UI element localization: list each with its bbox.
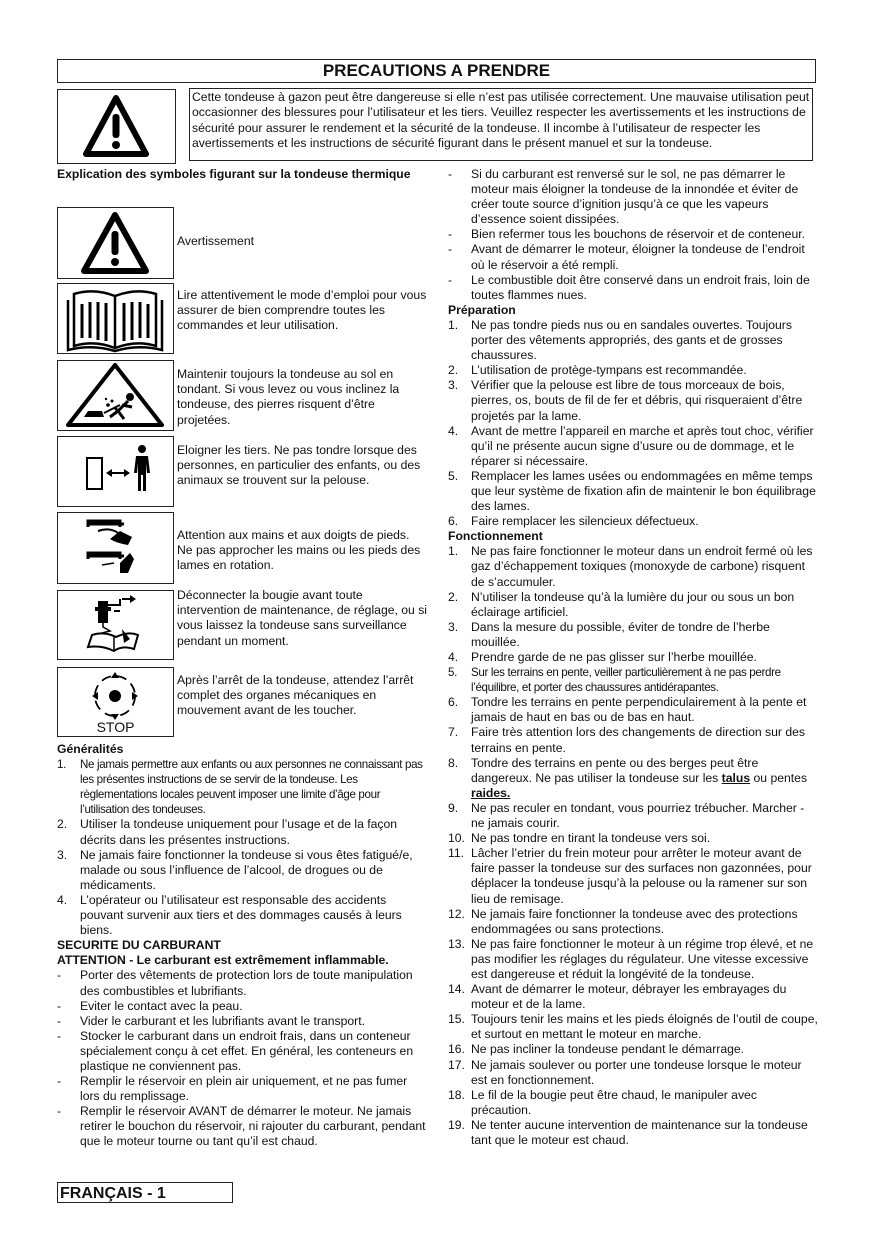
left-lower-section bbox=[57, 742, 427, 1150]
list-item: - Le combustible doit être conservé dans un endroit frais, loin de toutes flammes nues. bbox=[448, 272, 810, 302]
list-item: 6. Tondre les terrains en pente perpendiculairement à la pente et jamais de haut en bas ou de bas en haut. bbox=[448, 695, 807, 725]
list-item: 3. Vérifier que la pelouse est libre de tous morceaux de bois, pierres, os, bouts de fil de fer et débris, qui risqueraient d’être projetés par la lame. bbox=[448, 378, 803, 423]
list-item: 18. Le fil de la bougie peut être chaud, le manipuler avec précaution. bbox=[448, 1087, 757, 1117]
list-item: 5. Remplacer les lames usées ou endommagées en même temps que leur système de fixation afin de maintenir le bon équilibrage des lames. bbox=[448, 468, 816, 514]
symbol-text: Déconnecter la bougie avant toute intervention de maintenance, de réglage, ou si vous laissez la tondeuse sans surveillance pendant un moment. bbox=[177, 588, 428, 648]
symbols-heading: Explication des symboles figurant sur la tondeuse thermique bbox=[57, 167, 411, 181]
list-item: 3. Dans la mesure du possible, éviter de tondre de l’herbe mouillée. bbox=[448, 619, 770, 649]
list-item: 19. Ne tenter aucune intervention de maintenance sur la tondeuse tant que le moteur est chaud. bbox=[448, 1117, 808, 1147]
list-item: 1. Ne pas faire fonctionner le moteur dans un endroit fermé où les gaz d’échappement toxiques (monoxyde de carbone) risquent de s’accumuler. bbox=[448, 544, 813, 589]
talus-word: talus bbox=[721, 770, 751, 785]
list-item: 11. Lâcher l’etrier du frein moteur pour arrêter le moteur avant de faire passer la tondeuse sur des surfaces non gazonnées, pour déplacer la tondeuse jusqu’à la pelouse ou la ramener sur son lieu de remisage. bbox=[448, 846, 812, 906]
carburant-heading: SECURITE DU CARBURANT bbox=[57, 938, 221, 953]
list-item: 7. Faire très attention lors des changements de direction sur des terrains en pente. bbox=[448, 725, 805, 755]
list-item: - Si du carburant est renversé sur le sol, ne pas démarrer le moteur mais éloigner la tondeuse de la innondée et éviter de créer toute source d’ignition jusqu’à ce que les vapeurs d’essence soient dissipées. bbox=[448, 167, 799, 227]
list-item: 4. L’opérateur ou l’utilisateur est responsable des accidents pouvant survenir aux tiers et des dommages causés à leurs biens. bbox=[57, 892, 402, 938]
generalites-list bbox=[57, 757, 427, 938]
list-item: 1. Ne pas tondre pieds nus ou en sandales ouvertes. Toujours porter des vêtements appropriés, des gants et de grosses chaussures. bbox=[448, 317, 792, 363]
list-item: 15. Toujours tenir les mains et les pieds éloignés de l’outil de coupe, et surtout en mettant le moteur en marche. bbox=[448, 1012, 818, 1042]
list-item: - Remplir le réservoir en plein air uniquement, et ne pas fumer lors du remplissage. bbox=[57, 1074, 408, 1104]
list-item: 4. Avant de mettre l’appareil en marche et après tout choc, vérifier qu’il ne présente aucun signe d’usure ou de dommage, et le réparer si nécessaire. bbox=[448, 423, 814, 468]
carburant-attention: ATTENTION - Le carburant est extrêmement inflammable. bbox=[57, 953, 389, 968]
symbol-text: Eloigner les tiers. Ne pas tondre lorsque des personnes, en particulier des enfants, ou des animaux se trouvent sur la pelouse. bbox=[177, 443, 421, 488]
list-item: 9. Ne pas reculer en tondant, vous pourriez trébucher. Marcher - ne jamais courir. bbox=[448, 800, 805, 831]
fonctionnement-heading: Fonctionnement bbox=[448, 529, 543, 544]
list-item: 3. Ne jamais faire fonctionner la tondeuse si vous êtes fatigué/e, malade ou sous l’influence de l’alcool, de drogues ou de médicaments. bbox=[57, 847, 413, 892]
page-title: PRECAUTIONS A PRENDRE bbox=[57, 59, 816, 83]
list-item: 4. Prendre garde de ne pas glisser sur l’herbe mouillée. bbox=[448, 650, 757, 664]
generalites-heading: Généralités bbox=[57, 742, 124, 756]
symbol-text: Lire attentivement le mode d’emploi pour vous assurer de bien comprendre toutes les commandes et leur utilisation. bbox=[177, 288, 427, 333]
intro-text: Cette tondeuse à gazon peut être dangereuse si elle n’est pas utilisée correctement. Une mauvaise utilisation peut occasionner des blessures pour l’utilisateur et les tiers. Veuillez respecter les avertissements et les instructions de sécurité pour assurer le rendement et la sécurité de la tondeuse. Il incombe à l’utilisateur de respecter les avertissements et les instructions de sécurité figurant dans le présent manuel et sur la tondeuse. bbox=[189, 88, 813, 161]
list-item: 5. Sur les terrains en pente, veiller particulièrement à ne pas perdre l’équilibre, et porter des chaussures antidérapantes. bbox=[448, 666, 781, 695]
thrown-objects-icon bbox=[57, 360, 174, 431]
preparation-list bbox=[448, 318, 820, 529]
list-item: 14. Avant de démarrer le moteur, débrayer les embrayages du moteur et de la lame. bbox=[448, 982, 787, 1012]
symbol-text: Maintenir toujours la tondeuse au sol en tondant. Si vous levez ou vous inclinez la tondeuse, des pierres risquent d’être projetées. bbox=[177, 367, 400, 427]
list-item: 2. N’utiliser la tondeuse qu’à la lumière du jour ou sous un bon éclairage artificiel. bbox=[448, 589, 795, 619]
right-column bbox=[448, 167, 820, 1148]
list-item: 16. Ne pas incliner la tondeuse pendant le démarrage. bbox=[448, 1042, 745, 1057]
carburant-list bbox=[57, 968, 427, 1149]
warning-triangle-icon bbox=[57, 207, 174, 279]
stop-blade-icon bbox=[57, 667, 174, 737]
open-book-icon bbox=[57, 283, 174, 354]
fonctionnement-list bbox=[448, 544, 820, 1148]
warning-triangle-icon bbox=[58, 90, 175, 163]
list-item: 17. Ne jamais soulever ou porter une tondeuse lorsque le moteur est en fonctionnement. bbox=[448, 1057, 802, 1087]
list-item: 10. Ne pas tondre en tirant la tondeuse vers soi. bbox=[448, 831, 711, 846]
carburant-list-continued bbox=[448, 167, 820, 303]
spark-plug-icon bbox=[57, 590, 174, 660]
list-item: - Stocker le carburant dans un endroit frais, dans un conteneur spécialement conçu à cet effet. En général, les conteneurs en plastique ne conviennent pas. bbox=[57, 1028, 414, 1073]
symbol-text: Avertissement bbox=[177, 234, 254, 248]
left-column bbox=[57, 167, 427, 182]
preparation-heading: Préparation bbox=[448, 302, 516, 317]
list-item: 2. Utiliser la tondeuse uniquement pour l’usage et de la façon décrits dans les présentes instructions. bbox=[57, 817, 398, 847]
list-item: 12. Ne jamais faire fonctionner la tondeuse avec des protections endommagées ou sans protections. bbox=[448, 906, 798, 936]
list-item: - Vider le carburant et les lubrifiants avant le transport. bbox=[57, 1013, 365, 1028]
list-item: - Bien refermer tous les bouchons de réservoir et de conteneur. bbox=[448, 227, 805, 242]
blade-hand-foot-icon bbox=[57, 512, 174, 584]
list-item: 1. Ne jamais permettre aux enfants ou aux personnes ne connaissant pas les présentes instructions de se servir de la tondeuse. Les règlementations locales peuvent imposer une limite d’âge pour l’utilisation des tondeuses. bbox=[57, 758, 423, 817]
symbol-text: Après l’arrêt de la tondeuse, attendez l’arrêt complet des organes mécaniques en mouvement avant de les toucher. bbox=[177, 673, 414, 718]
intro-warning-box bbox=[57, 89, 176, 164]
stop-label: STOP bbox=[96, 719, 135, 735]
keep-distance-icon bbox=[57, 436, 174, 507]
list-item: 6. Faire remplacer les silencieux défectueux. bbox=[448, 514, 699, 529]
list-item: - Remplir le réservoir AVANT de démarrer le moteur. Ne jamais retirer le bouchon du réservoir, ni rajouter du carburant, pendant que le moteur tourne ou tant qu’il est chaud. bbox=[57, 1104, 426, 1149]
list-item: - Eviter le contact avec la peau. bbox=[57, 998, 243, 1013]
raides-word: raides. bbox=[471, 785, 511, 800]
list-item: 2. L’utilisation de protège-tympans est recommandée. bbox=[448, 363, 747, 378]
list-item: - Avant de démarrer le moteur, éloigner la tondeuse de l’endroit où le réservoir a été rempli. bbox=[448, 242, 805, 272]
list-item: - Porter des vêtements de protection lors de toute manipulation des combustibles et lubrifiants. bbox=[57, 968, 413, 998]
list-item: 13. Ne pas faire fonctionner le moteur à un régime trop élevé, et ne pas modifier les réglages du régulateur. Une vitesse excessive est dangereuse et réduit la longévité de la tondeuse. bbox=[448, 936, 814, 981]
page-footer: FRANÇAIS - 1 bbox=[57, 1182, 233, 1203]
symbol-text: Attention aux mains et aux doigts de pieds. Ne pas approcher les mains ou les pieds des lames en rotation. bbox=[177, 528, 421, 573]
list-item: 8. Tondre des terrains en pente ou des berges peut être dangereux. Ne pas utiliser la tondeuse sur les talus ou pentes raides. bbox=[448, 755, 808, 800]
